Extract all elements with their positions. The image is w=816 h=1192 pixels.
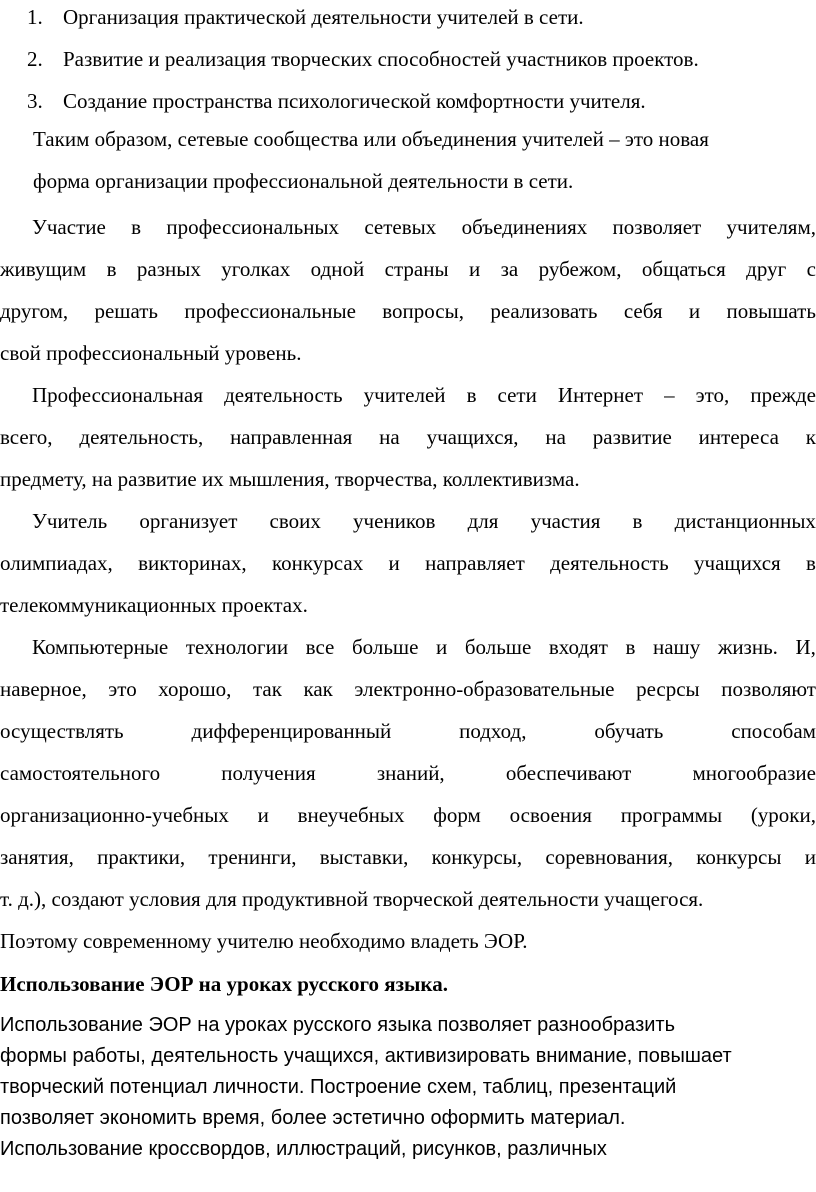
word: вопросы, — [382, 299, 464, 323]
word: учителей — [363, 383, 446, 407]
text-line: Использование кроссвордов, иллюстраций, рисунков, различных — [0, 1138, 607, 1160]
word: знаний, — [376, 761, 445, 785]
word: уголках — [221, 257, 291, 281]
word: как — [303, 677, 333, 701]
word: электронно-образовательные — [354, 677, 615, 701]
text-line: т. д.), создают условия для продуктивной творческой деятельности учащегося. — [0, 887, 704, 911]
word: освоения — [509, 803, 592, 827]
text-line: Использование ЭОР на уроках русского языка позволяет разнообразить — [0, 1014, 675, 1036]
word: с — [806, 257, 816, 281]
word: и — [804, 845, 816, 869]
paragraph-computer-technologies — [0, 626, 816, 962]
word: направляет — [425, 551, 525, 575]
word: сетевых — [364, 215, 437, 239]
word: одной — [310, 257, 365, 281]
word: все — [305, 635, 335, 659]
text-line — [0, 290, 816, 332]
word: больше — [464, 635, 532, 659]
word: так — [252, 677, 282, 701]
word: осуществлять — [0, 719, 124, 743]
word: для — [467, 509, 499, 533]
word: в — [131, 215, 142, 239]
summary-paragraph — [33, 118, 816, 202]
text-line: творческий потенциал личности. Построение схем, таблиц, презентаций — [0, 1076, 677, 1098]
word: форм — [433, 803, 481, 827]
word: общаться — [641, 257, 726, 281]
list-text: Организация практической деятельности учителей в сети. — [63, 5, 584, 29]
word: И, — [795, 635, 816, 659]
word: деятельность, — [79, 425, 204, 449]
word: входят — [548, 635, 608, 659]
word: другом, — [0, 299, 69, 323]
word: и — [436, 635, 448, 659]
text-line — [0, 500, 816, 542]
word: в — [625, 635, 636, 659]
word: на — [545, 425, 566, 449]
text-line: Таким образом, сетевые сообщества или объединения учителей – это новая — [33, 127, 709, 151]
word: развитие — [592, 425, 672, 449]
text-line — [0, 836, 816, 878]
word: в — [106, 257, 117, 281]
word: учащихся — [694, 551, 781, 575]
word: соревнования, — [545, 845, 674, 869]
text-line: Поэтому современному учителю необходимо владеть ЭОР. — [0, 929, 528, 953]
word: Учитель — [32, 509, 108, 533]
word: живущим — [0, 257, 87, 281]
word: дистанционных — [674, 509, 816, 533]
word: на — [379, 425, 400, 449]
word: учеников — [353, 509, 436, 533]
text-line: форма организации профессиональной деятельности в сети. — [33, 169, 574, 193]
word: в — [806, 551, 816, 575]
word: за — [500, 257, 519, 281]
word: подход, — [459, 719, 527, 743]
word: ресрсы — [636, 677, 700, 701]
text-line: формы работы, деятельность учащихся, активизировать внимание, повышает — [0, 1045, 732, 1067]
word: нашу — [653, 635, 701, 659]
word: себя — [623, 299, 663, 323]
word: – — [664, 383, 675, 407]
text-line — [0, 374, 816, 416]
word: способам — [731, 719, 816, 743]
word: Компьютерные — [32, 635, 169, 659]
word: дифференцированный — [191, 719, 392, 743]
text-line — [0, 248, 816, 290]
word: в — [632, 509, 643, 533]
list-number: 1. — [27, 5, 43, 29]
word: Профессиональная — [32, 383, 204, 407]
word: программы — [620, 803, 723, 827]
word: рубежом, — [538, 257, 622, 281]
word: это, — [695, 383, 730, 407]
paragraph-eor-usage — [0, 1010, 816, 1165]
word: и — [468, 257, 481, 281]
word: технологии — [185, 635, 289, 659]
word: получения — [221, 761, 316, 785]
word: самостоятельного — [0, 761, 161, 785]
text-line — [0, 626, 816, 668]
word: Интернет — [557, 383, 644, 407]
list-item — [27, 46, 699, 72]
word: учащихся, — [426, 425, 519, 449]
paragraph-teacher-organizes — [0, 500, 816, 626]
word: многообразие — [692, 761, 816, 785]
text-line — [0, 752, 816, 794]
word: олимпиадах, — [0, 551, 113, 575]
text-line: позволяет экономить время, более эстетично оформить материал. — [0, 1107, 626, 1129]
word: и — [688, 299, 701, 323]
word: обеспечивают — [505, 761, 632, 785]
word: хорошо, — [158, 677, 232, 701]
paragraph-professional-activity — [0, 374, 816, 500]
word: конкурсы, — [431, 845, 523, 869]
list-item — [27, 88, 646, 114]
word: Участие — [32, 215, 106, 239]
word: больше — [351, 635, 419, 659]
word: внеучебных — [297, 803, 405, 827]
word: объединениях — [461, 215, 588, 239]
word: жизнь. — [717, 635, 778, 659]
word: разных — [136, 257, 201, 281]
list-text: Развитие и реализация творческих способностей участников проектов. — [63, 47, 699, 71]
word: прежде — [750, 383, 816, 407]
word: страны — [384, 257, 449, 281]
word: участия — [530, 509, 601, 533]
word: организационно-учебных — [0, 803, 229, 827]
word: занятия, — [0, 845, 74, 869]
word: наверное, — [0, 677, 87, 701]
word: профессиональных — [166, 215, 340, 239]
text-line — [0, 710, 816, 752]
list-text: Создание пространства психологической комфортности учителя. — [63, 89, 646, 113]
word: позволяют — [721, 677, 816, 701]
word: к — [805, 425, 816, 449]
text-line: свой профессиональный уровень. — [0, 341, 302, 365]
word: направленная — [230, 425, 353, 449]
word: друг — [746, 257, 787, 281]
word: всего, — [0, 425, 53, 449]
word: сети — [497, 383, 537, 407]
word: деятельность — [224, 383, 343, 407]
word: викторинах, — [138, 551, 247, 575]
word: своих — [269, 509, 321, 533]
word: деятельность — [550, 551, 669, 575]
paragraph-participation — [0, 206, 816, 374]
word: конкурсах — [272, 551, 364, 575]
word: решать — [94, 299, 159, 323]
word: и — [388, 551, 400, 575]
word: это — [108, 677, 137, 701]
list-number: 3. — [27, 89, 43, 113]
word: обучать — [594, 719, 664, 743]
text-line — [0, 542, 816, 584]
word: повышать — [726, 299, 816, 323]
word: практики, — [97, 845, 186, 869]
text-line — [0, 794, 816, 836]
text-line: предмету, на развитие их мышления, творчества, коллективизма. — [0, 467, 580, 491]
word: и — [257, 803, 269, 827]
word: в — [466, 383, 477, 407]
text-line — [0, 668, 816, 710]
text-line: телекоммуникационных проектах. — [0, 593, 308, 617]
word: организует — [139, 509, 238, 533]
section-heading: Использование ЭОР на уроках русского языка. — [0, 972, 448, 996]
word: тренинги, — [208, 845, 297, 869]
word: учителям, — [726, 215, 816, 239]
word: профессиональные — [184, 299, 356, 323]
text-line — [0, 206, 816, 248]
list-item — [27, 4, 584, 30]
text-line — [0, 416, 816, 458]
word: реализовать — [490, 299, 598, 323]
word: (уроки, — [750, 803, 816, 827]
word: конкурсы — [696, 845, 782, 869]
word: выставки, — [319, 845, 409, 869]
word: позволяет — [612, 215, 702, 239]
list-number: 2. — [27, 47, 43, 71]
word: интереса — [698, 425, 779, 449]
